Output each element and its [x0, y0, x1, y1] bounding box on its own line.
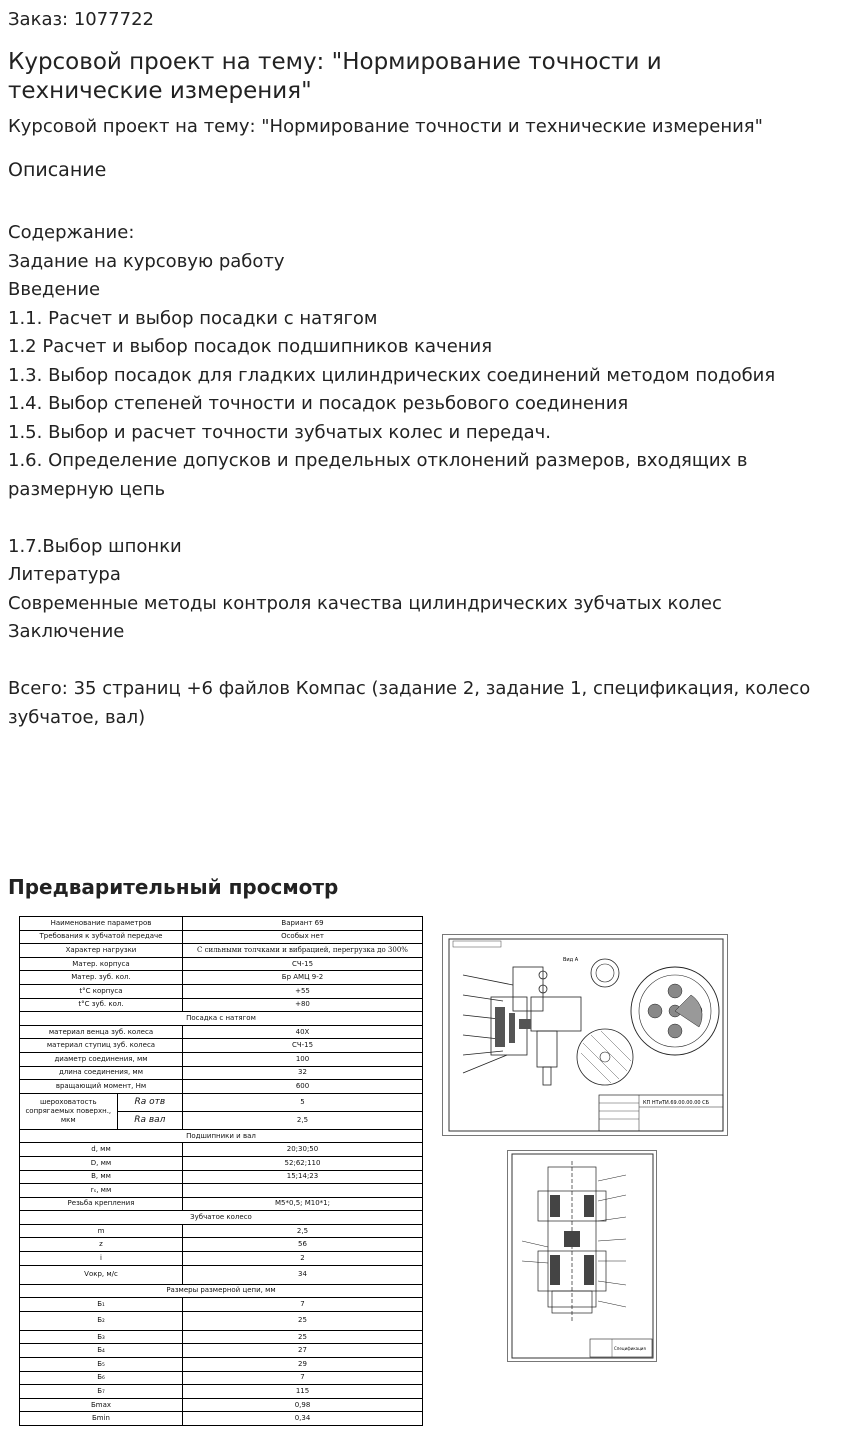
description-heading: Описание: [8, 159, 107, 181]
toc-summary: Всего: 35 страниц +6 файлов Компас (задание 2, задание 1, спецификация, колесо зубчатое, вал): [8, 678, 811, 728]
toc-line: 1.1. Расчет и выбор посадки с натягом: [8, 307, 378, 329]
table-row: Б₅ 29: [20, 1358, 423, 1372]
table-row: материал ступиц зуб. колеса СЧ-15: [20, 1039, 423, 1053]
toc-line: Заключение: [8, 621, 125, 642]
table-section-row: Посадка с натягом: [20, 1012, 423, 1026]
table-row: Ra вал 2,5: [20, 1111, 423, 1129]
toc-line: 1.5. Выбор и расчет точности зубчатых колес и передач.: [8, 421, 552, 443]
table-row: m 2,5: [20, 1224, 423, 1238]
table-row: Б₃ 25: [20, 1330, 423, 1344]
spec-drawing-title: Спецификация: [614, 1346, 646, 1351]
toc-line: 1.6. Определение допусков и предельных отклонений размеров, входящих в размерную цепь: [8, 450, 748, 500]
toc-line: 1.2 Расчет и выбор посадок подшипников качения: [8, 336, 493, 357]
toc-line: Литература: [8, 564, 121, 585]
toc-line: 1.4. Выбор степеней точности и посадок резьбового соединения: [8, 393, 629, 414]
order-number: Заказ: 1077722: [8, 9, 154, 30]
table-row: шероховатость сопрягаемых поверхн., мкм Ra отв 5: [20, 1093, 423, 1111]
table-row: B, мм 15;14;23: [20, 1170, 423, 1184]
table-row: вращающий момент, Нм 600: [20, 1080, 423, 1094]
table-row: Бmax 0,98: [20, 1398, 423, 1412]
drawing-view-label: Вид А: [563, 957, 579, 963]
table-section-row: Зубчатое колесо: [20, 1211, 423, 1225]
table-row: Наименование параметров Вариант 69: [20, 917, 423, 931]
table-section-row: Размеры размерной цепи, мм: [20, 1284, 423, 1298]
table-row: Б₇ 115: [20, 1385, 423, 1399]
preview-heading: Предварительный просмотр: [8, 875, 339, 899]
drawing-title-block: КП НТиТИ.69.00.00.00 СБ: [643, 1100, 710, 1106]
table-of-contents: [8, 219, 838, 732]
table-row: Характер нагрузки С сильными толчками и вибрацией, перегрузка до 300%: [20, 944, 423, 958]
page-subtitle: Курсовой проект на тему: "Нормирование точности и технические измерения": [8, 116, 763, 137]
table-section-row: Подшипники и вал: [20, 1129, 423, 1143]
toc-line: Содержание:: [8, 222, 135, 243]
table-row: диаметр соединения, мм 100: [20, 1052, 423, 1066]
spec-table: [19, 916, 423, 1426]
toc-line: 1.7.Выбор шпонки: [8, 535, 182, 557]
table-row: Требования к зубчатой передаче Особых нет: [20, 930, 423, 944]
spec-drawing-thumbnail[interactable]: [507, 1150, 657, 1362]
table-row: Матер. корпуса СЧ-15: [20, 957, 423, 971]
assembly-drawing-image: [443, 935, 727, 1135]
table-row: Б₆ 7: [20, 1371, 423, 1385]
table-row: t°C зуб. кол. +80: [20, 998, 423, 1012]
table-row: Б₄ 27: [20, 1344, 423, 1358]
table-row: Резьба крепления M5*0,5; M10*1;: [20, 1197, 423, 1211]
toc-spacer: [8, 647, 838, 676]
toc-line: Задание на курсовую работу: [8, 250, 285, 272]
page-title: Курсовой проект на тему: "Нормирование точности и технические измерения": [8, 49, 662, 104]
table-row: D, мм 52;62;110: [20, 1156, 423, 1170]
table-row: z 56: [20, 1238, 423, 1252]
toc-line: Введение: [8, 279, 101, 300]
table-row: rₛ, мм: [20, 1184, 423, 1198]
table-row: Vокр, м/с 34: [20, 1265, 423, 1284]
table-row: длина соединения, мм 32: [20, 1066, 423, 1080]
table-row: Б₁ 7: [20, 1298, 423, 1312]
table-row: Матер. зуб. кол. Бр АМЦ 9-2: [20, 971, 423, 985]
toc-spacer: [8, 504, 838, 533]
table-row: Бmin 0,34: [20, 1412, 423, 1426]
assembly-drawing-thumbnail[interactable]: [442, 934, 728, 1136]
table-row: Б₂ 25: [20, 1311, 423, 1330]
table-row: d, мм 20;30;50: [20, 1143, 423, 1157]
toc-line: Современные методы контроля качества цилиндрических зубчатых колес: [8, 592, 722, 614]
table-row: материал венца зуб. колеса 40Х: [20, 1025, 423, 1039]
table-row: t°C корпуса +55: [20, 984, 423, 998]
toc-line: 1.3. Выбор посадок для гладких цилиндрических соединений методом подобия: [8, 364, 776, 386]
table-row: i 2: [20, 1252, 423, 1266]
spec-drawing-image: [508, 1151, 656, 1361]
